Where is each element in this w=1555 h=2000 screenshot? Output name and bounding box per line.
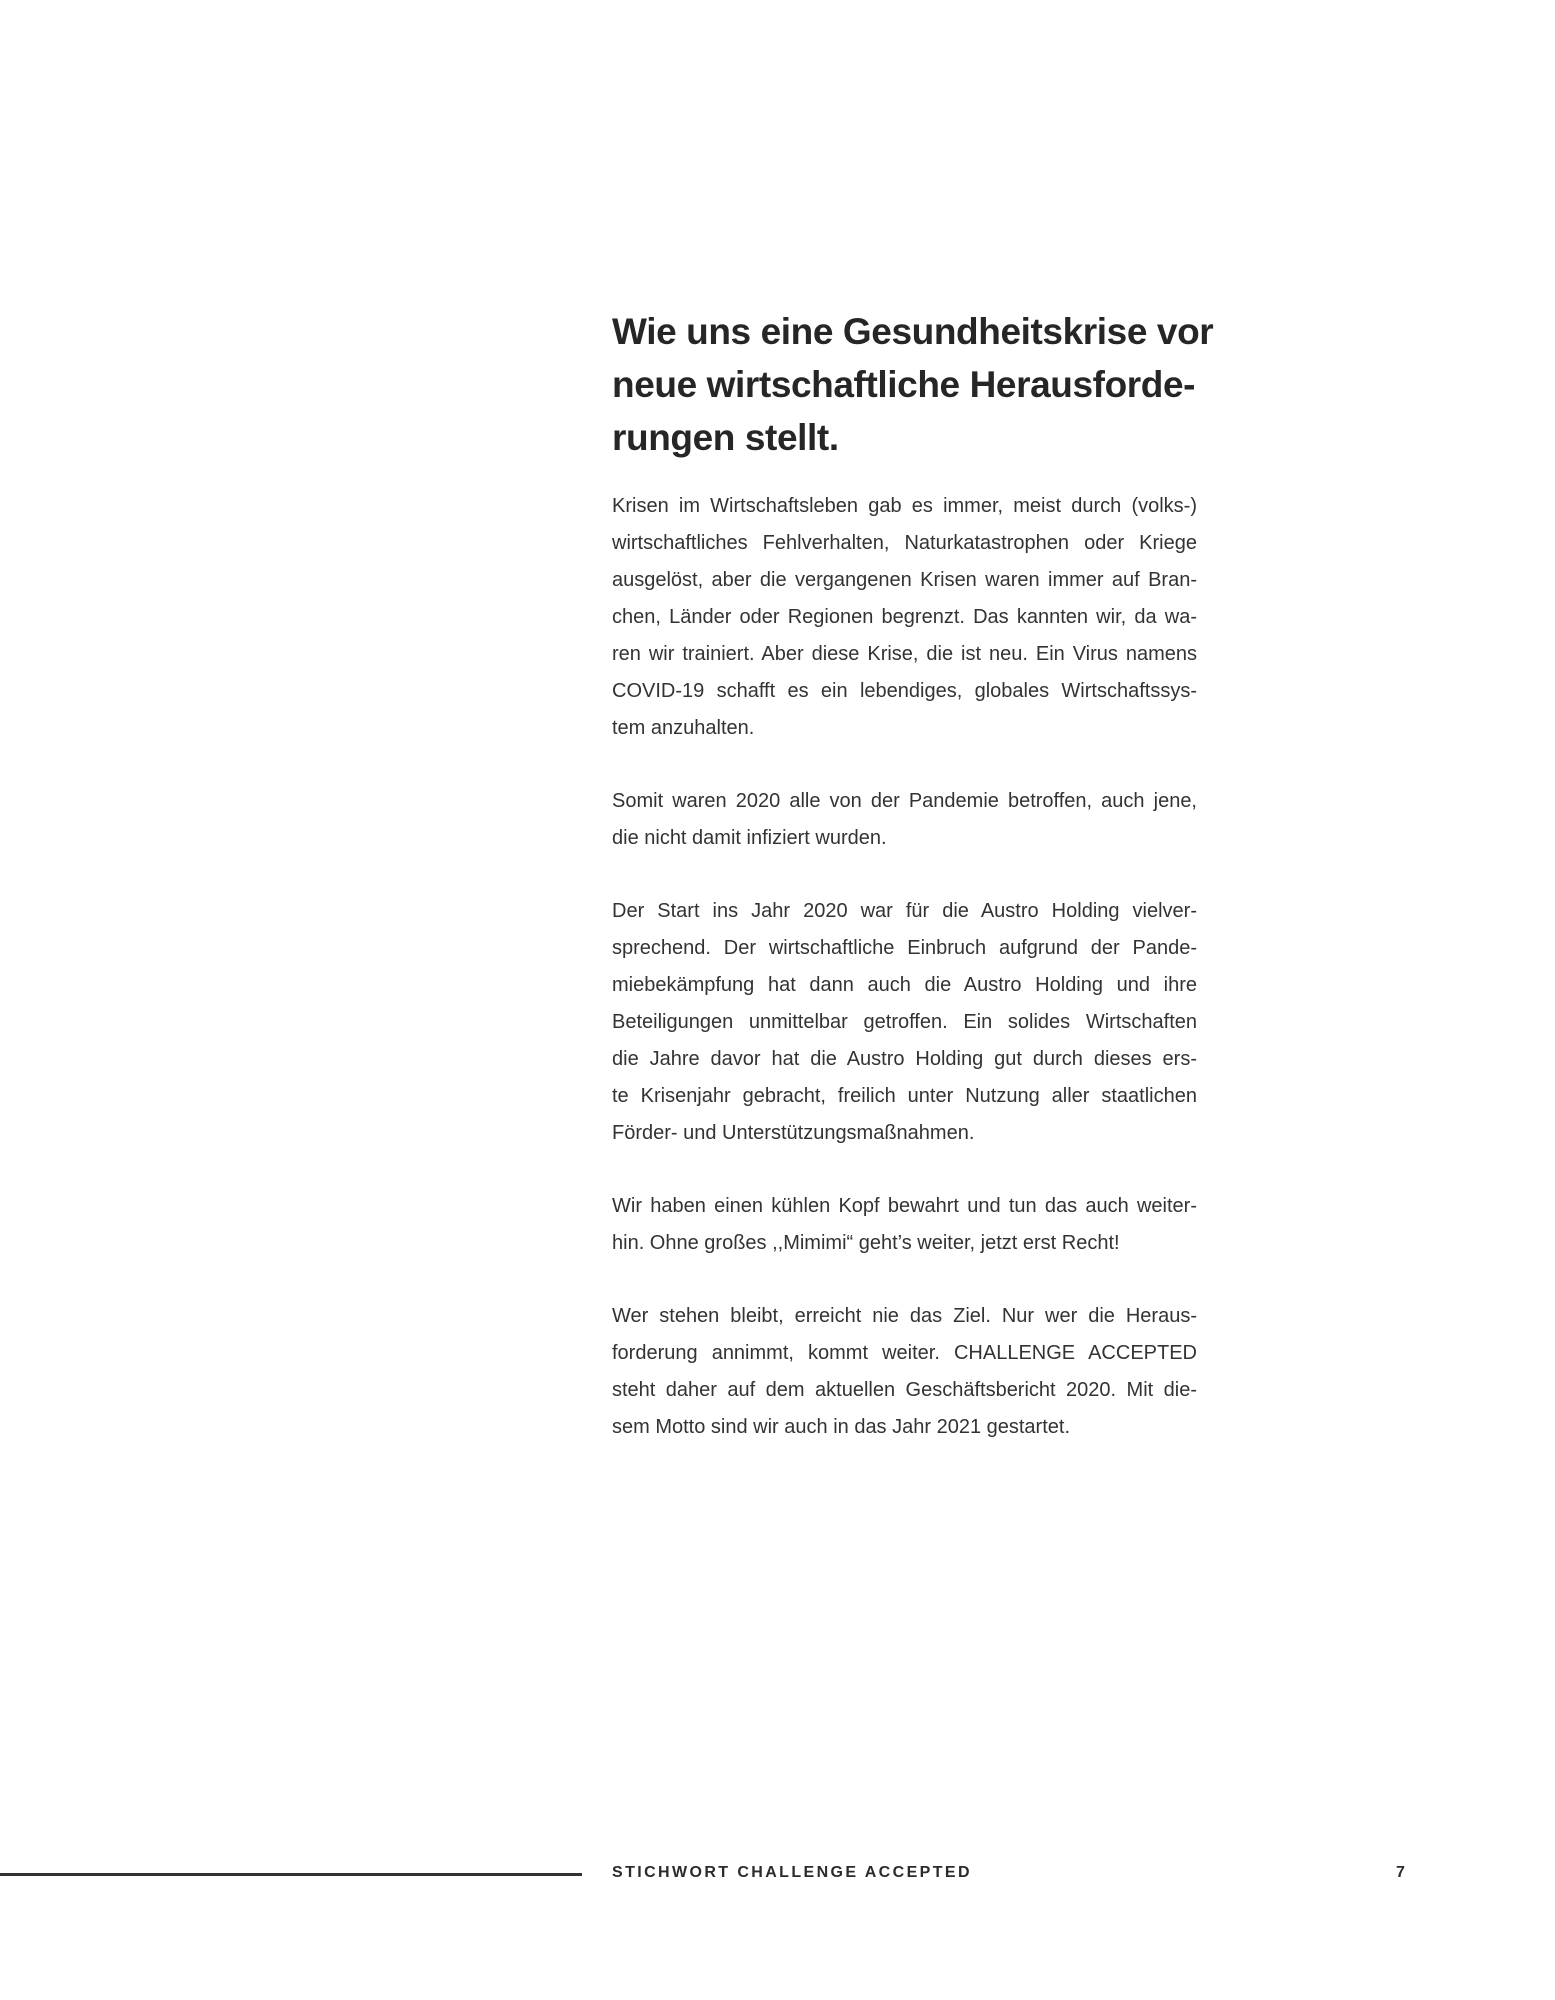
paragraph-crises <box>612 488 1197 747</box>
article <box>612 305 1214 1446</box>
text-line: miebekämpfung hat dann auch die Austro Holding und ihre <box>612 974 1197 996</box>
text-line: Wir haben einen kühlen Kopf bewahrt und tun das auch weiter- <box>612 1195 1197 1217</box>
text-line: forderung annimmt, kommt weiter. CHALLENGE ACCEPTED <box>612 1342 1197 1364</box>
text-line: te Krisenjahr gebracht, freilich unter Nutzung aller staatlichen <box>612 1085 1197 1107</box>
text-line: wirtschaftliches Fehlverhalten, Naturkatastrophen oder Kriege <box>612 532 1197 554</box>
article-heading <box>612 305 1214 464</box>
text-line: Somit waren 2020 alle von der Pandemie betroffen, auch jene, <box>612 790 1197 812</box>
text-line: sprechend. Der wirtschaftliche Einbruch aufgrund der Pande- <box>612 937 1197 959</box>
heading-line: neue wirtschaftliche Herausforde- <box>612 364 1196 405</box>
text-line: Krisen im Wirtschaftsleben gab es immer, meist durch (volks-) <box>612 495 1197 517</box>
page-number: 7 <box>1396 1864 1405 1881</box>
heading-line: rungen stellt. <box>612 417 839 458</box>
paragraph-austro-holding <box>612 893 1197 1152</box>
text-line: hin. Ohne großes ,,Mimimi“ geht’s weiter, jetzt erst Recht! <box>612 1232 1120 1254</box>
text-line: COVID-19 schafft es ein lebendiges, globales Wirtschaftssys- <box>612 680 1197 702</box>
text-line: die nicht damit infiziert wurden. <box>612 827 887 849</box>
text-line: Förder- und Unterstützungsmaßnahmen. <box>612 1122 975 1144</box>
text-line: sem Motto sind wir auch in das Jahr 2021 gestartet. <box>612 1416 1071 1438</box>
text-line: tem anzuhalten. <box>612 717 755 739</box>
footer-section-label: STICHWORT CHALLENGE ACCEPTED <box>612 1864 972 1881</box>
text-line: ausgelöst, aber die vergangenen Krisen waren immer auf Bran- <box>612 569 1197 591</box>
paragraph-cool-head <box>612 1188 1197 1262</box>
text-line: Beteiligungen unmittelbar getroffen. Ein solides Wirtschaften <box>612 1011 1197 1033</box>
text-line: die Jahre davor hat die Austro Holding gut durch dieses ers- <box>612 1048 1197 1070</box>
text-line: Der Start ins Jahr 2020 war für die Austro Holding vielver- <box>612 900 1197 922</box>
paragraph-challenge <box>612 1298 1197 1446</box>
footer-divider <box>0 1873 582 1876</box>
text-line: steht daher auf dem aktuellen Geschäftsbericht 2020. Mit die- <box>612 1379 1197 1401</box>
heading-line: Wie uns eine Gesundheitskrise vor <box>612 311 1214 352</box>
paragraph-pandemic <box>612 783 1197 857</box>
text-line: chen, Länder oder Regionen begrenzt. Das kannten wir, da wa- <box>612 606 1197 628</box>
text-line: ren wir trainiert. Aber diese Krise, die ist neu. Ein Virus namens <box>612 643 1197 665</box>
text-line: Wer stehen bleibt, erreicht nie das Ziel. Nur wer die Heraus- <box>612 1305 1197 1327</box>
